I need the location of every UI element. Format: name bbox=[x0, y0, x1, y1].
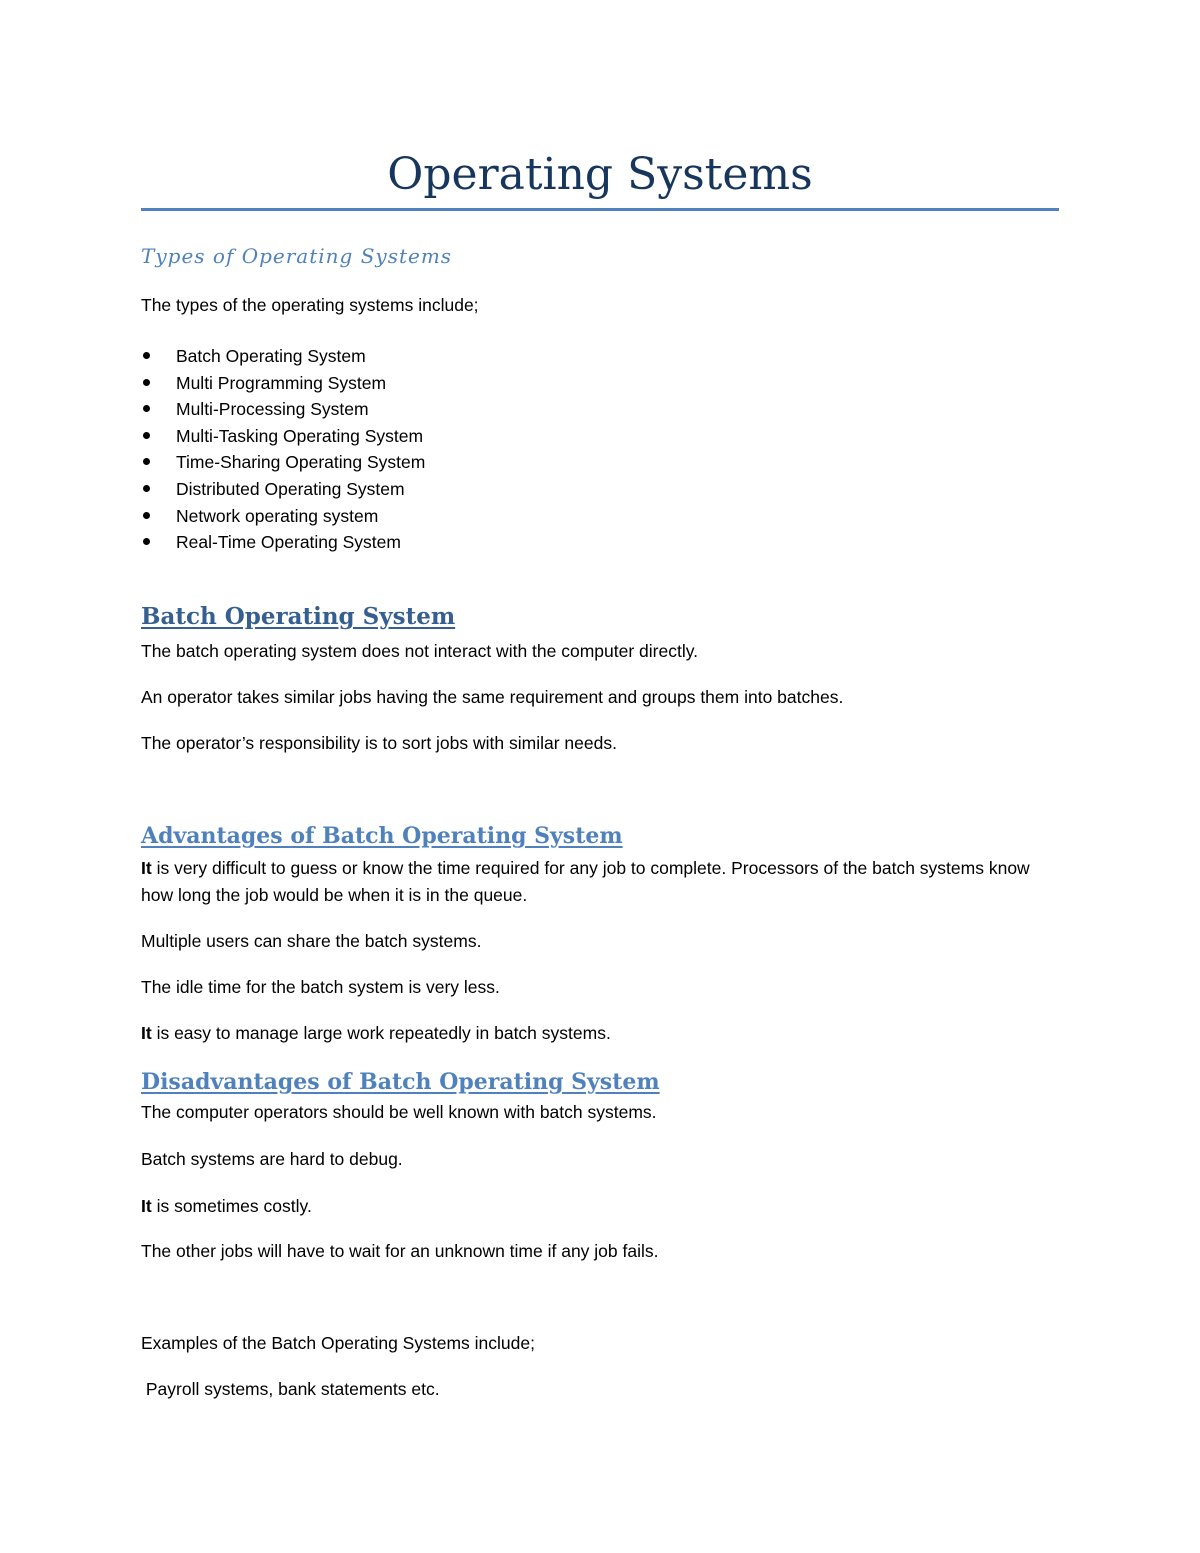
advantages-p1-lead: It bbox=[141, 858, 152, 878]
title-underline bbox=[141, 208, 1059, 211]
types-list bbox=[141, 343, 425, 556]
advantages-paragraph-3: The idle time for the batch system is very less. bbox=[141, 977, 500, 997]
list-item-label: Multi Programming System bbox=[176, 372, 387, 393]
list-item-label: Time-Sharing Operating System bbox=[176, 452, 426, 473]
examples-intro: Examples of the Batch Operating Systems include; bbox=[141, 1333, 535, 1353]
types-intro: The types of the operating systems include; bbox=[141, 295, 479, 315]
list-item bbox=[141, 396, 425, 423]
bullet-icon bbox=[143, 538, 150, 545]
advantages-p4-rest: is easy to manage large work repeatedly in batch systems. bbox=[151, 1023, 611, 1043]
list-item-label: Batch Operating System bbox=[176, 346, 366, 366]
batch-paragraph-2: An operator takes similar jobs having the same requirement and groups them into batches. bbox=[141, 687, 844, 707]
advantages-p4-lead: It bbox=[141, 1023, 152, 1043]
list-item bbox=[141, 449, 425, 476]
disadvantages-paragraph-1: The computer operators should be well known with batch systems. bbox=[141, 1102, 657, 1122]
bullet-icon bbox=[143, 405, 150, 412]
list-item bbox=[141, 529, 425, 556]
batch-paragraph-3: The operator’s responsibility is to sort jobs with similar needs. bbox=[141, 733, 617, 753]
list-item-label: Multi-Processing System bbox=[176, 399, 369, 420]
document-subtitle: Types of Operating Systems bbox=[141, 244, 453, 268]
list-item-label: Multi-Tasking Operating System bbox=[176, 425, 424, 446]
list-item bbox=[141, 503, 425, 530]
advantages-paragraph-4 bbox=[141, 1020, 611, 1046]
disadvantages-paragraph-2: Batch systems are hard to debug. bbox=[141, 1149, 403, 1169]
examples-text: Payroll systems, bank statements etc. bbox=[141, 1379, 440, 1399]
disadvantages-paragraph-4: The other jobs will have to wait for an unknown time if any job fails. bbox=[141, 1241, 659, 1261]
advantages-paragraph-1 bbox=[141, 855, 1041, 909]
disadvantages-paragraph-3 bbox=[141, 1193, 312, 1219]
advantages-paragraph-2: Multiple users can share the batch systems. bbox=[141, 931, 482, 951]
list-item bbox=[141, 476, 425, 503]
bullet-icon bbox=[143, 432, 150, 439]
bullet-icon bbox=[143, 512, 150, 519]
list-item bbox=[141, 370, 425, 397]
list-item bbox=[141, 423, 425, 450]
document-title: Operating Systems bbox=[387, 149, 813, 200]
disadvantages-p3-lead: It bbox=[141, 1196, 152, 1216]
bullet-icon bbox=[143, 458, 150, 465]
bullet-icon bbox=[143, 379, 150, 386]
advantages-heading: Advantages of Batch Operating System bbox=[141, 823, 623, 849]
bullet-icon bbox=[143, 485, 150, 492]
disadvantages-p3-rest: is sometimes costly. bbox=[151, 1196, 312, 1216]
batch-os-heading: Batch Operating System bbox=[141, 603, 456, 630]
bullet-icon bbox=[143, 352, 150, 359]
list-item-label: Distributed Operating System bbox=[176, 478, 405, 499]
batch-paragraph-1: The batch operating system does not interact with the computer directly. bbox=[141, 641, 699, 661]
list-item bbox=[141, 343, 425, 370]
list-item-label: Network operating system bbox=[176, 505, 379, 526]
disadvantages-heading: Disadvantages of Batch Operating System bbox=[141, 1069, 660, 1095]
advantages-p1-rest: is very difficult to guess or know the time required for any job to complete. Processors of the batch systems know how long the job would be when it is in the queue. bbox=[141, 858, 1030, 905]
list-item-label: Real-Time Operating System bbox=[176, 532, 401, 553]
